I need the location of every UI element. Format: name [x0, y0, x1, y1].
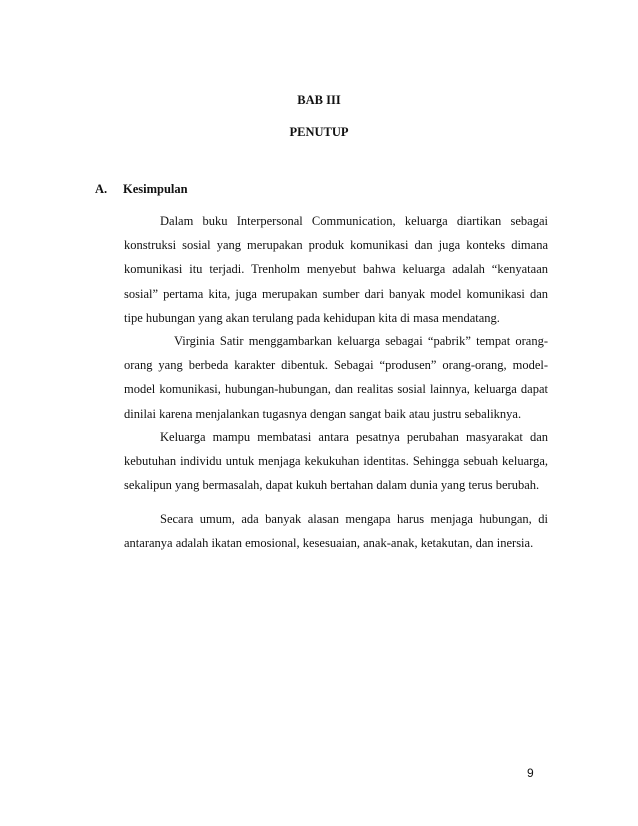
paragraph-line: model komunikasi, hubungan-hubungan, dan realitas sosial lainnya, keluarga dapat	[124, 382, 548, 397]
paragraph-line: Keluarga mampu membatasi antara pesatnya perubahan masyarakat dan	[160, 430, 548, 444]
paragraph-line: dinilai karena menjalankan tugasnya dengan sangat baik atau justru sebaliknya.	[124, 406, 522, 421]
chapter-number: BAB III	[297, 93, 341, 107]
paragraph-line: Secara umum, ada banyak alasan mengapa harus menjaga hubungan, di	[160, 512, 548, 526]
section-heading	[95, 182, 188, 197]
chapter-title: PENUTUP	[289, 125, 349, 139]
section-title: Kesimpulan	[123, 182, 188, 196]
section-letter: A.	[95, 182, 108, 196]
paragraph-line: Dalam buku Interpersonal Communication, keluarga diartikan sebagai	[160, 214, 548, 228]
paragraph-line: sosial” pertama kita, juga merupakan sumber dari banyak model komunikasi dan	[124, 286, 548, 301]
paragraph-line: antaranya adalah ikatan emosional, kesesuaian, anak-anak, ketakutan, dan inersia.	[124, 536, 534, 551]
paragraph-line: komunikasi itu terjadi. Trenholm menyebut bahwa keluarga adalah “kenyataan	[124, 262, 548, 277]
page-number: 9	[527, 766, 534, 780]
paragraph-line: tipe hubungan yang akan terulang pada kehidupan kita di masa mendatang.	[124, 310, 500, 325]
paragraph-line: Virginia Satir menggambarkan keluarga sebagai “pabrik” tempat orang-	[174, 334, 548, 348]
paragraph-1	[124, 209, 548, 330]
paragraph-line: orang yang berbeda karakter dibentuk. Sebagai “produsen” orang-orang, model-	[124, 358, 548, 373]
paragraph-line: kebutuhan individu untuk menjaga kekukuhan identitas. Sehingga sebuah keluarga,	[124, 454, 548, 469]
paragraph-line: sekalipun yang bermasalah, dapat kukuh bertahan dalam dunia yang terus berubah.	[124, 478, 540, 493]
paragraph-2	[124, 329, 548, 426]
paragraph-3	[124, 425, 548, 498]
paragraph-line: konstruksi sosial yang merupakan produk komunikasi dan juga konteks dimana	[124, 238, 548, 253]
paragraph-4	[124, 507, 548, 555]
